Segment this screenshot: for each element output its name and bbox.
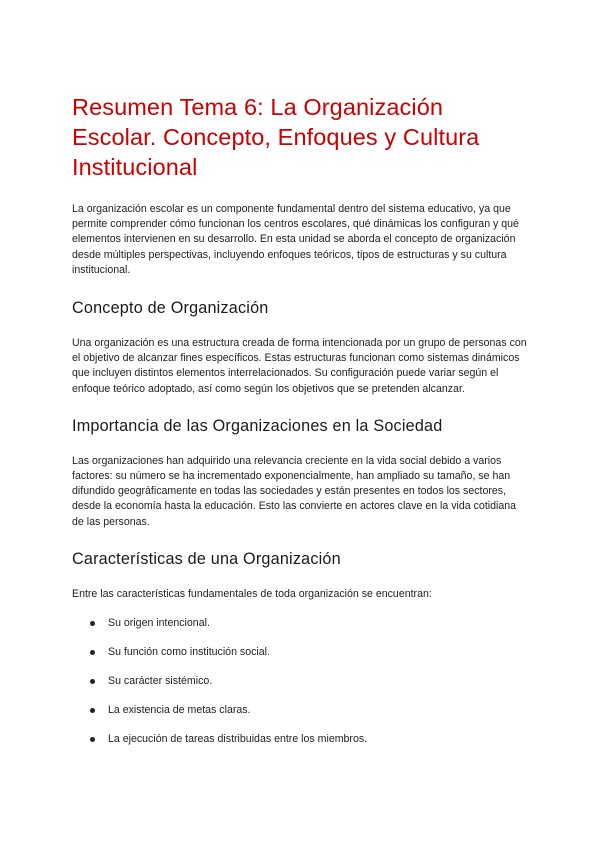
document-title: Resumen Tema 6: La Organización Escolar. Concepto, Enfoques y Cultura Institucional (72, 94, 480, 180)
section-text-importancia: Las organizaciones han adquirido una relevancia creciente en la vida social debido a varios factores: su número se ha incrementado exponencialmente, han ampliado su tamaño, se han difundido geográficamente en todas las sociedades y están presentes en todos los sectores, desde la economía hasta la educación. Esto las convierte en actores clave en la vida cotidiana de las personas. (72, 454, 517, 528)
section-text-caracteristicas: Entre las características fundamentales de toda organización se encuentran: (72, 587, 432, 600)
list-item-text: La ejecución de tareas distribuidas entre los miembros. (108, 733, 368, 746)
list-item (72, 674, 528, 689)
section-heading-importancia: Importancia de las Organizaciones en la Sociedad (72, 416, 443, 435)
bullet-icon (90, 737, 95, 742)
section-heading-caracteristicas: Características de una Organización (72, 549, 341, 568)
list-item (72, 703, 528, 718)
bullet-icon (90, 621, 95, 626)
bullet-icon (90, 650, 95, 655)
list-item-text: La existencia de metas claras. (108, 704, 251, 717)
list-item-text: Su origen intencional. (108, 617, 210, 630)
characteristics-list (72, 616, 528, 747)
section-text-concepto: Una organización es una estructura creada de forma intencionada por un grupo de personas con el objetivo de alcanzar fines específicos. Estas estructuras funcionan como sistemas dinámicos que incluyen distintos elementos interrelacionados. Su configuración puede variar según el enfoque teórico adoptado, así como según los objetivos que se pretenden alcanzar. (72, 337, 527, 395)
list-item (72, 616, 528, 631)
list-item (72, 732, 528, 747)
bullet-icon (90, 708, 95, 713)
bullet-icon (90, 679, 95, 684)
list-item-text: Su función como institución social. (108, 646, 270, 659)
section-heading-concepto: Concepto de Organización (72, 299, 269, 318)
intro-paragraph: La organización escolar es un componente fundamental dentro del sistema educativo, ya que permite comprender cómo funcionan los centros escolares, qué dinámicas los configuran y qué elementos intervienen en su desarrollo. En esta unidad se aborda el concepto de organización desde múltiples perspectivas, incluyendo enfoques teóricos, tipos de estructuras y su cultura institucional. (72, 203, 519, 276)
list-item (72, 645, 528, 660)
list-item-text: Su carácter sistémico. (108, 675, 213, 688)
